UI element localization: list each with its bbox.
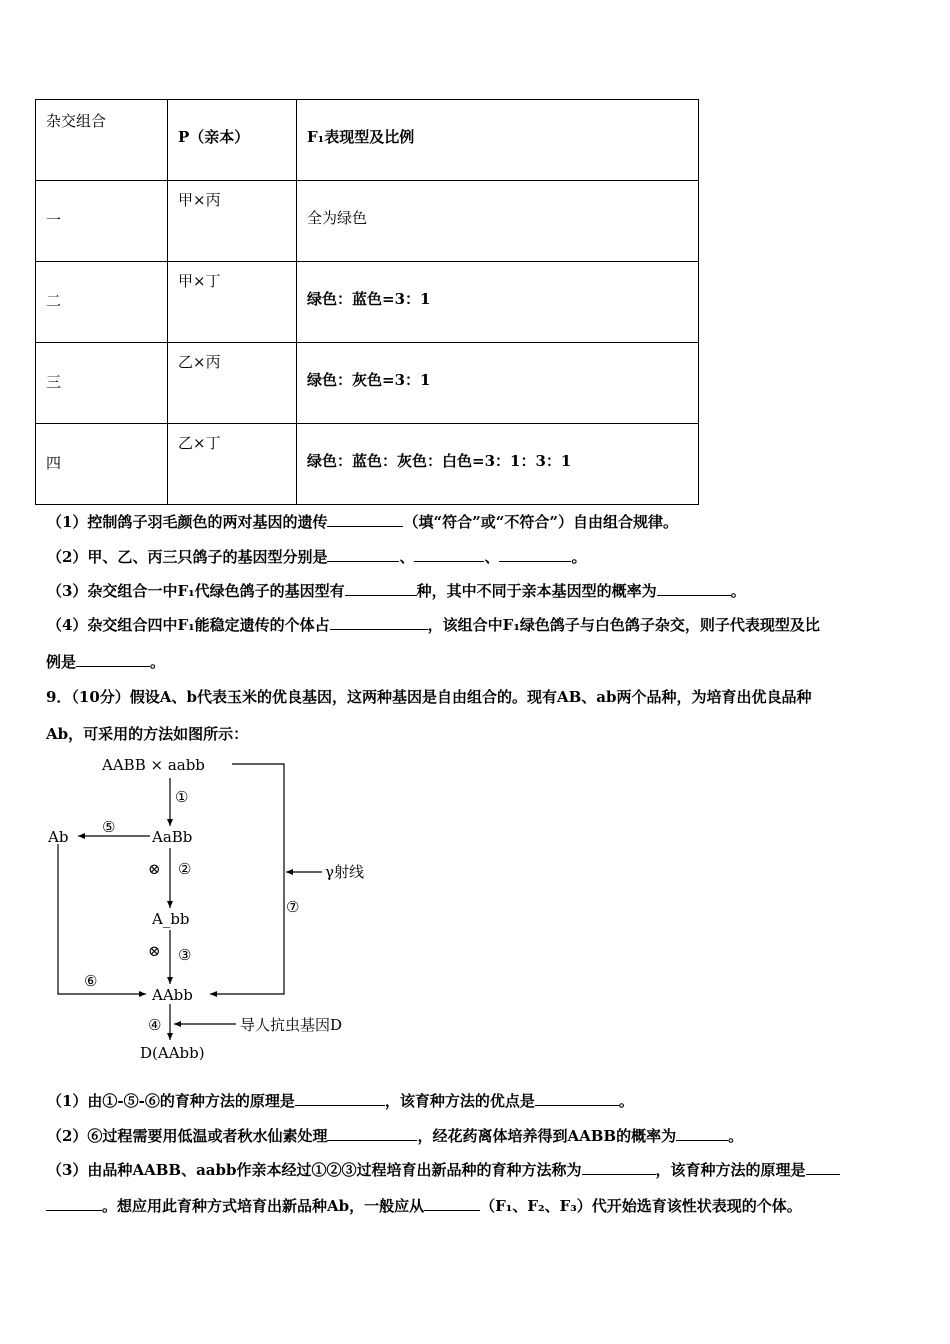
cell-result: 绿色：蓝色=3：1 [297, 262, 699, 343]
step-4: ④ [148, 1016, 162, 1034]
selfing-icon: ⊗ [148, 860, 161, 878]
answer-blank[interactable] [345, 580, 417, 596]
cell-parents: 甲×丁 [168, 262, 297, 343]
table-row [36, 262, 699, 343]
answer-blank[interactable] [657, 580, 731, 596]
aabb-label: AAbb [152, 986, 193, 1004]
cell-group: 一 [36, 181, 168, 262]
selfing-icon: ⊗ [148, 942, 161, 960]
f1-label: AaBb [152, 828, 193, 846]
answer-blank[interactable] [330, 614, 428, 630]
answer-blank[interactable] [327, 511, 403, 527]
cell-group: 二 [36, 262, 168, 343]
table-row [36, 424, 699, 505]
answer-blank[interactable] [295, 1090, 385, 1106]
cell-group: 三 [36, 343, 168, 424]
ab-label: Ab [48, 828, 69, 846]
answer-blank[interactable] [414, 546, 484, 562]
cell-group: 四 [36, 424, 168, 505]
header-result: F₁表现型及比例 [297, 100, 699, 181]
q8-part4-cont: 例是 。 [46, 653, 166, 671]
cell-parents: 甲×丙 [168, 181, 297, 262]
q8-part3: （3）杂交组合一中F₁代绿色鸽子的基因型有 种，其中不同于亲本基因型的概率为 。 [47, 582, 746, 600]
q9-part3: （3）由品种AABB、aabb作亲本经过①②③过程培育出新品种的育种方法称为 ，该育种方法的原理是 [47, 1159, 840, 1180]
answer-blank[interactable] [676, 1125, 728, 1141]
answer-blank[interactable] [46, 1195, 102, 1211]
header-group: 杂交组合 [36, 100, 168, 181]
answer-blank[interactable] [499, 546, 571, 562]
answer-blank[interactable] [535, 1090, 619, 1106]
q9-part2: （2）⑥过程需要用低温或者秋水仙素处理 ，经花药离体培养得到AABB的概率为 。 [47, 1127, 744, 1145]
step-3: ③ [178, 946, 192, 964]
q8-part2: （2）甲、乙、丙三只鸽子的基因型分别是 、 、 。 [47, 548, 587, 566]
cell-result: 全为绿色 [297, 181, 699, 262]
cell-parents: 乙×丙 [168, 343, 297, 424]
answer-blank[interactable] [76, 651, 150, 667]
d-label: D(AAbb) [140, 1044, 205, 1062]
table-header-row [36, 100, 699, 181]
answer-blank[interactable] [327, 1125, 417, 1141]
gamma-label: γ射线 [325, 863, 364, 881]
q8-part4: （4）杂交组合四中F₁能稳定遗传的个体占 ，该组合中F₁绿色鸽子与白色鸽子杂交，则子代表现型及比 [47, 616, 820, 634]
q9-part1: （1）由①-⑤-⑥的育种方法的原理是 ，该育种方法的优点是 。 [47, 1092, 634, 1110]
step-2: ② [178, 860, 192, 878]
step-7: ⑦ [286, 898, 300, 916]
cell-result: 绿色：蓝色：灰色：白色=3：1：3：1 [297, 424, 699, 505]
q9-intro-cont: Ab，可采用的方法如图所示： [46, 725, 249, 743]
parents-label: AABB × aabb [102, 756, 205, 774]
f2-label: A_bb [152, 910, 190, 928]
arrow-7 [210, 764, 284, 994]
step-6: ⑥ [84, 972, 98, 990]
answer-blank[interactable] [424, 1195, 480, 1211]
step-1: ① [175, 788, 189, 806]
q9-part3-cont: 。想应用此育种方式培育出新品种Ab，一般应从 （F₁、F₂、F₃）代开始选育该性状表现的个体。 [46, 1195, 802, 1216]
gene-label: 导人抗虫基因D [240, 1016, 343, 1034]
cross-table [35, 99, 699, 505]
answer-blank[interactable] [582, 1159, 656, 1175]
table-row [36, 181, 699, 262]
step-5: ⑤ [102, 818, 116, 836]
header-parents: P（亲本） [168, 100, 297, 181]
answer-blank[interactable] [806, 1159, 840, 1175]
arrow-6 [58, 844, 146, 994]
q8-part1: （1）控制鸽子羽毛颜色的两对基因的遗传 （填“符合”或“不符合”）自由组合规律。 [47, 513, 678, 531]
breeding-diagram [40, 752, 400, 1068]
answer-blank[interactable] [327, 546, 399, 562]
table-row [36, 343, 699, 424]
cell-result: 绿色：灰色=3：1 [297, 343, 699, 424]
cell-parents: 乙×丁 [168, 424, 297, 505]
q9-intro: 9．（10分）假设A、b代表玉米的优良基因，这两种基因是自由组合的。现有AB、ab两个品种，为培育出优良品种 [46, 688, 812, 706]
